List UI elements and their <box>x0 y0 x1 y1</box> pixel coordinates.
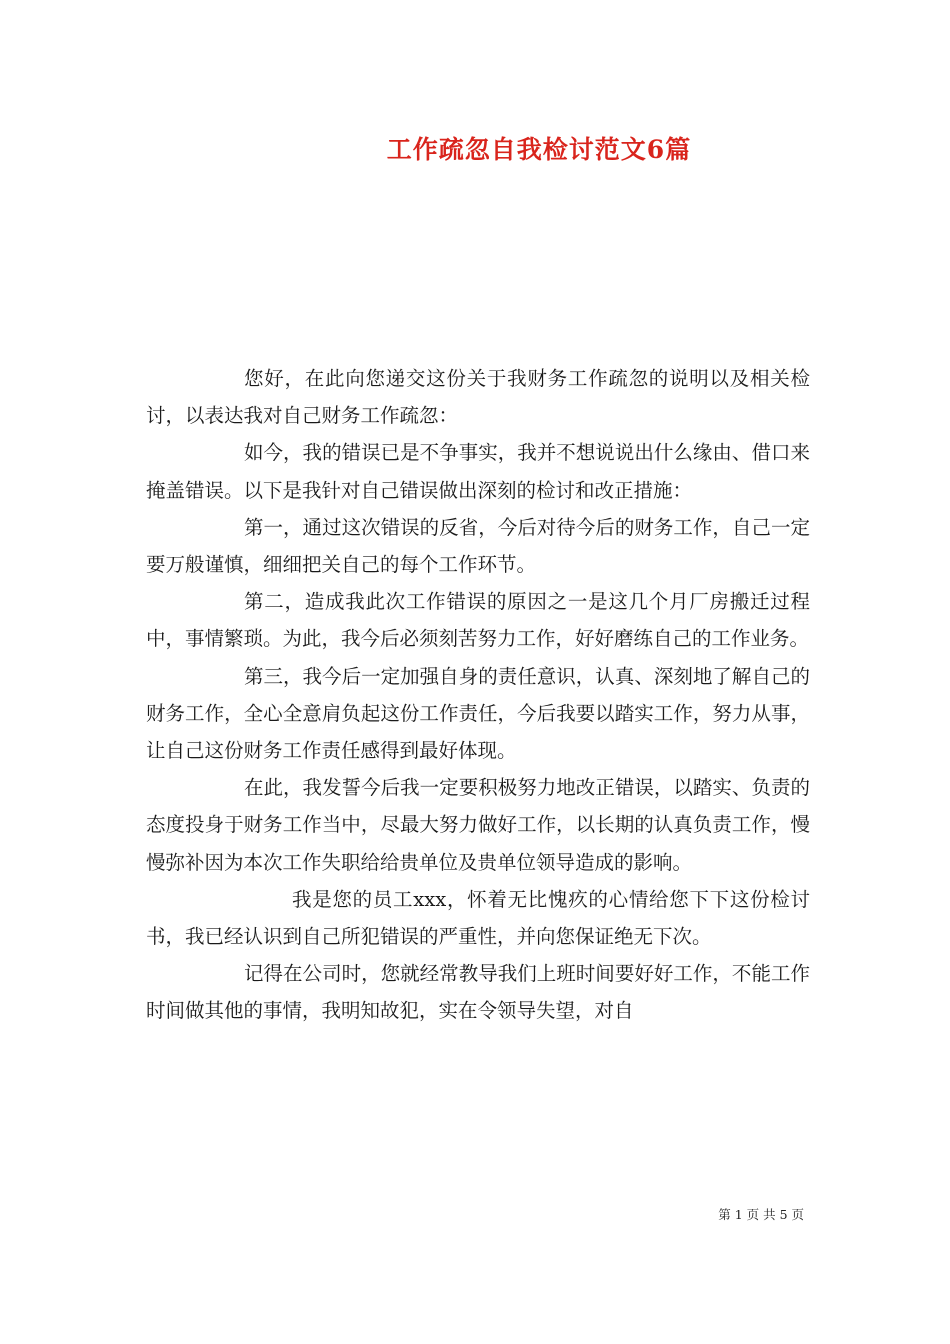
paragraph-first: 第一，通过这次错误的反省，今后对待今后的财务工作，自己一定要万般谨慎，细细把关自己的每个工作环节。 <box>146 515 810 577</box>
paragraph-employee: 我是您的员工xxx，怀着无比愧疚的心情给您下下这份检讨书，我已经认识到自己所犯错误的严重性，并向您保证绝无下次。 <box>146 887 810 949</box>
paragraph-second: 第二，造成我此次工作错误的原因之一是这几个月厂房搬迁过程中，事情繁琐。为此，我今后必须刻苦努力工作，好好磨练自己的工作业务。 <box>146 590 810 651</box>
document-body <box>146 360 810 1030</box>
paragraph-intro: 如今，我的错误已是不争事实，我并不想说说出什么缘由、借口来掩盖错误。以下是我针对自己错误做出深刻的检讨和改正措施： <box>146 441 810 502</box>
paragraph-greeting: 您好，在此向您递交这份关于我财务工作疏忽的说明以及相关检讨，以表达我对自己财务工作疏忽： <box>146 367 810 428</box>
page-number-footer: 第 1 页 共 5 页 <box>718 1207 804 1222</box>
paragraph-memory: 记得在公司时，您就经常教导我们上班时间要好好工作，不能工作时间做其他的事情，我明知故犯，实在令领导失望，对自 <box>146 962 810 1023</box>
paragraph-third: 第三，我今后一定加强自身的责任意识，认真、深刻地了解自己的财务工作，全心全意肩负起这份工作责任，今后我要以踏实工作，努力从事，让自己这份财务工作责任感得到最好体现。 <box>146 664 810 763</box>
paragraph-pledge: 在此，我发誓今后我一定要积极努力地改正错误，以踏实、负责的态度投身于财务工作当中，尽最大努力做好工作，以长期的认真负责工作，慢慢弥补因为本次工作失职给给贵单位及贵单位领导造成的影响。 <box>146 776 810 874</box>
document-title: 工作疏忽自我检讨范文6篇 <box>386 135 692 164</box>
